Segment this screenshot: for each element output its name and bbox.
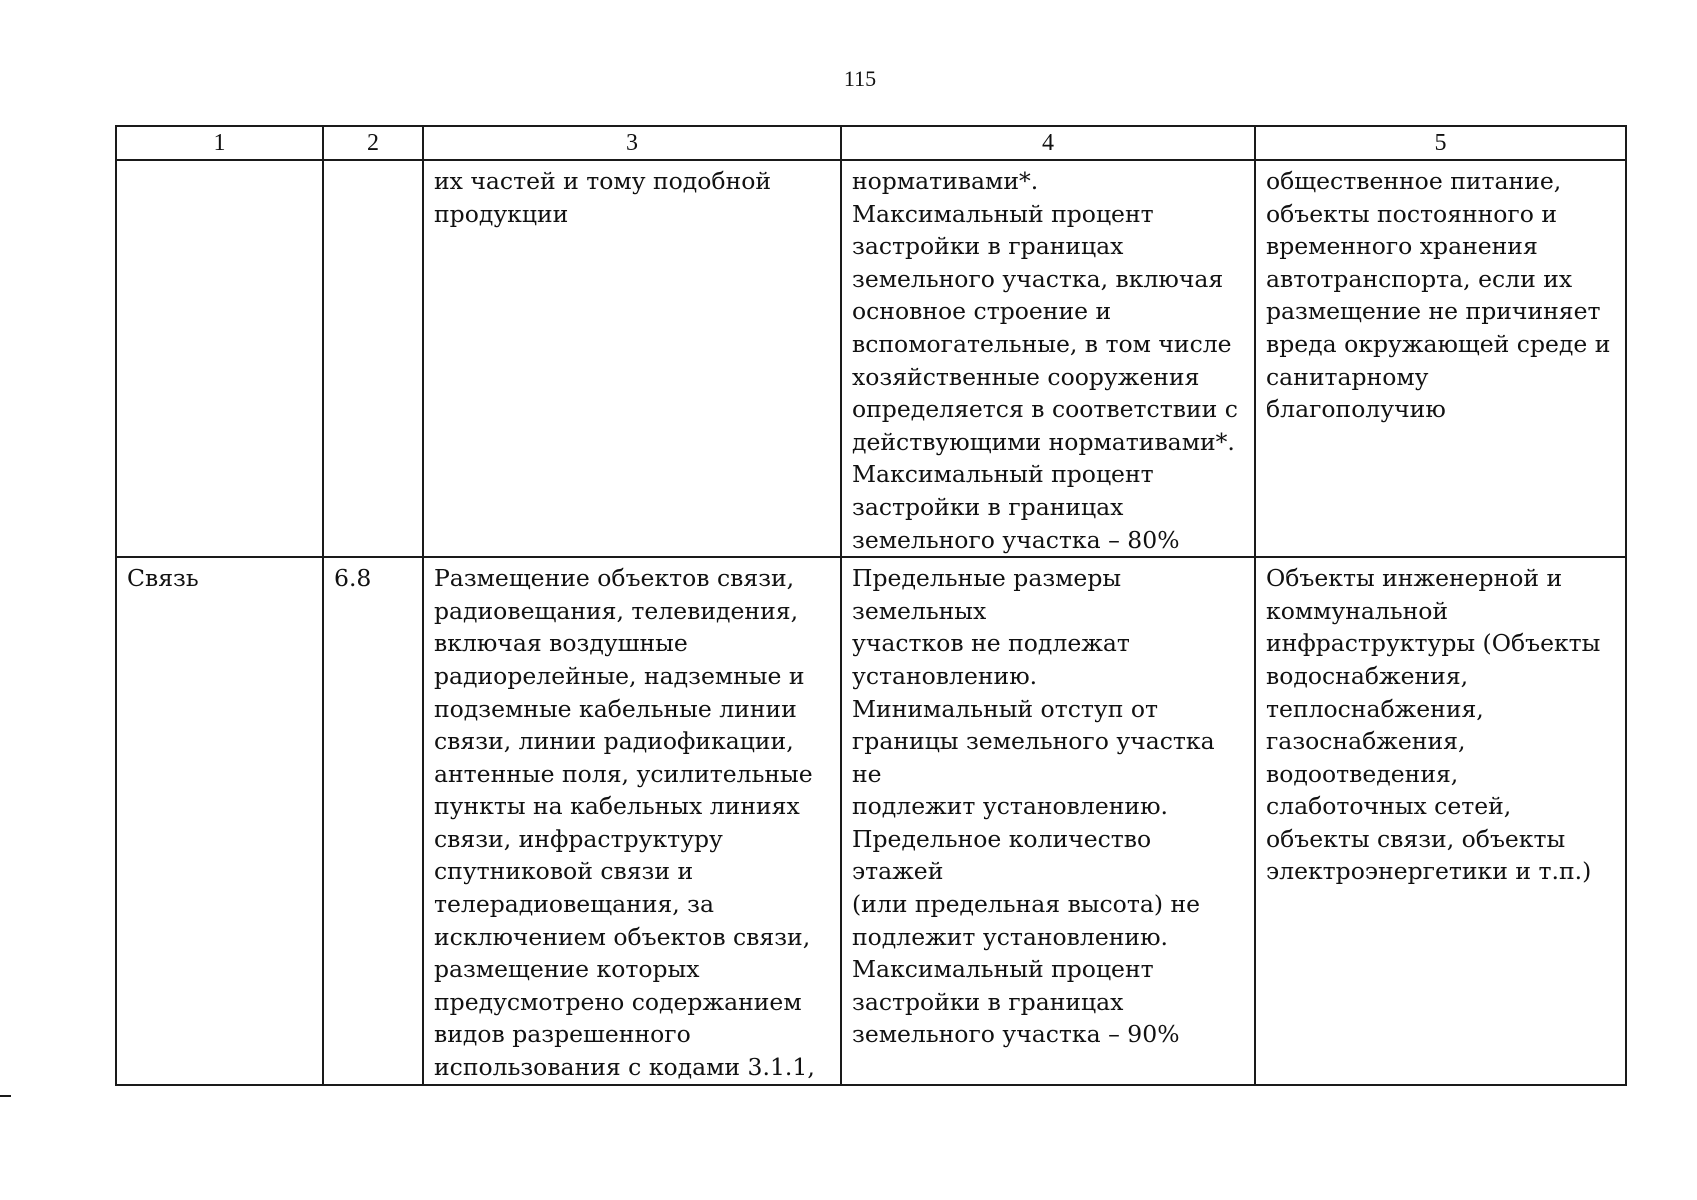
table-row	[116, 557, 1626, 1085]
use-name-cell: Связь	[116, 557, 323, 1085]
column-number-5: 5	[1255, 126, 1626, 160]
building-parameters-cell: нормативами*. Максимальный процент застройки в границах земельного участка, включая основное строение и вспомогательные, в том числе хозяйственные сооружения определяется в соответствии с действующими нормативами*. Максимальный процент застройки в границах земельного участка – 80%	[841, 160, 1255, 557]
use-code-cell	[323, 160, 423, 557]
use-description-cell: Размещение объектов связи, радиовещания, телевидения, включая воздушные радиорелейные, надземные и подземные кабельные линии связи, линии радиофикации, антенные поля, усилительные пункты на кабельных линиях связи, инфраструктуру спутниковой связи и телерадиовещания, за исключением объектов связи, размещение которых предусмотрено содержанием видов разрешенного использования с кодами 3.1.1,	[423, 557, 841, 1085]
auxiliary-uses-cell: Объекты инженерной и коммунальной инфраструктуры (Объекты водоснабжения, теплоснабжения, газоснабжения, водоотведения, слаботочных сетей, объекты связи, объекты электроэнергетики и т.п.)	[1255, 557, 1626, 1085]
use-name-cell	[116, 160, 323, 557]
zoning-regulations-table	[115, 125, 1627, 1086]
building-parameters-cell: Предельные размеры земельных участков не подлежат установлению. Минимальный отступ от границы земельного участка не подлежит установлению. Предельное количество этажей (или предельная высота) не подлежит установлению. Максимальный процент застройки в границах земельного участка – 90%	[841, 557, 1255, 1085]
column-number-3: 3	[423, 126, 841, 160]
column-number-4: 4	[841, 126, 1255, 160]
margin-tick-mark	[0, 1095, 11, 1097]
column-number-1: 1	[116, 126, 323, 160]
column-number-row	[116, 126, 1626, 160]
column-number-2: 2	[323, 126, 423, 160]
use-description-cell: их частей и тому подобной продукции	[423, 160, 841, 557]
table-row	[116, 160, 1626, 557]
page-number: 115	[843, 66, 877, 91]
auxiliary-uses-cell: общественное питание, объекты постоянного и временного хранения автотранспорта, если их размещение не причиняет вреда окружающей среде и санитарному благополучию	[1255, 160, 1626, 557]
use-code-cell: 6.8	[323, 557, 423, 1085]
